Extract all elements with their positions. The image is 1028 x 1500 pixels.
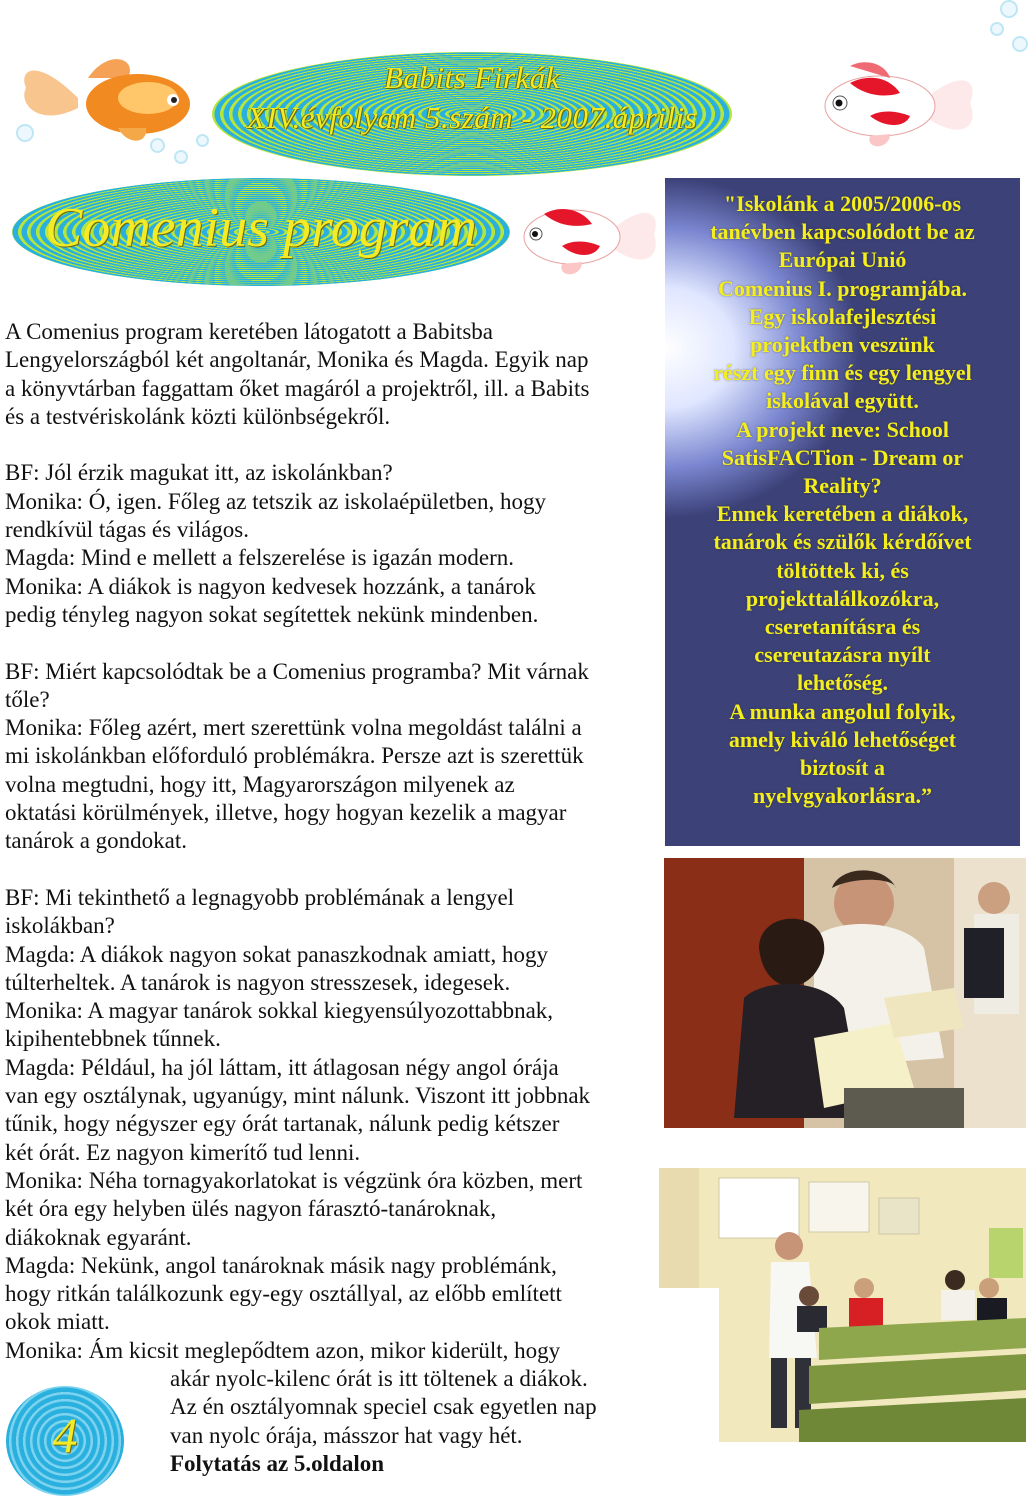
article-line: Monika: A magyar tanárok sokkal kiegyensúlyozottabbnak, [5, 998, 554, 1024]
bubble-decoration [174, 150, 188, 164]
info-line: csereutazásra nyílt [754, 642, 931, 668]
bubble-decoration [1000, 0, 1018, 18]
article-line: két óra egy helyben ülés nagyon fárasztó-tanároknak, [5, 1196, 497, 1222]
article-line: mi iskolánkban előforduló problémákra. Persze azt is szerettük [5, 743, 584, 769]
info-line: A projekt neve: School [736, 416, 949, 442]
article-line: Monika: Főleg azért, mert szerettünk volna megoldást találni a [5, 715, 582, 741]
article-line: rendkívül tágas és világos. [5, 517, 250, 543]
info-line: biztosít a [800, 755, 885, 781]
bubble-decoration [990, 22, 1004, 36]
article-line: Lengyelországból két angoltanár, Monika és Magda. Egyik nap [5, 347, 589, 373]
info-line: tanévben kapcsolódott be az [710, 219, 975, 245]
info-line: SatisFACTion - Dream or [721, 444, 964, 470]
page-number: 4 [52, 1407, 78, 1463]
info-line: "Iskolánk a 2005/2006-os [723, 191, 962, 216]
article-line: van egy osztálynak, ugyanúgy, mint nálunk. Viszont itt jobbnak [5, 1083, 591, 1109]
article-line: A Comenius program keretében látogatott a Babitsba [5, 319, 493, 344]
newspaper-name: Babits Firkák [383, 60, 561, 95]
article-line: iskolákban? [5, 913, 115, 939]
info-line: Egy iskolafejlesztési [748, 303, 937, 329]
info-line: amely kiváló lehetőséget [728, 726, 957, 752]
photo-classroom [659, 1168, 1026, 1442]
info-line: tanárok és szülők kérdőívet [713, 529, 972, 555]
article-line: túlterheltek. A tanárok is nagyon stresszesek, idegesek. [5, 969, 511, 995]
article-line: Magda: Mind e mellett a felszerelése is igazán modern. [5, 545, 514, 571]
continuation-note: Folytatás az 5.oldalon [170, 1450, 385, 1476]
article-line: két órát. Ez nagyon kimerítő tud lenni. [5, 1139, 361, 1165]
article-line: volna megtudni, hogy itt, Magyarországon milyenek az [5, 771, 515, 797]
article-line: BF: Jól érzik magukat itt, az iskolánkban? [5, 460, 393, 486]
article-line: diákoknak egyaránt. [5, 1224, 192, 1250]
info-line: Comenius I. programjába. [718, 275, 967, 301]
red-white-fish-icon [810, 58, 980, 153]
photo-students-reading [664, 858, 1026, 1128]
info-line: lehetőség. [796, 670, 889, 696]
article-line: és a testvériskolánk közti különbségekről. [5, 403, 391, 429]
article-line: tűnik, hogy négyszer egy órát tartanak, nálunk pedig kétszer [5, 1111, 560, 1137]
info-line: Reality? [803, 473, 882, 499]
info-line: Európai Unió [778, 247, 907, 273]
info-line: részt egy finn és egy lengyel [713, 360, 972, 386]
article-line: BF: Mi tekinthető a legnagyobb problémának a lengyel [5, 884, 515, 910]
article-line: tőle? [5, 686, 50, 712]
article-line: van nyolc órája, másszor hat vagy hét. [170, 1422, 523, 1448]
article-body [5, 318, 660, 1478]
red-white-fish-icon [512, 192, 662, 282]
article-line: kipihentebbnek tűnnek. [5, 1026, 221, 1052]
article-line: akár nyolc-kilenc órát is itt töltenek a diákok. [170, 1365, 588, 1391]
article-line: oktatási körülmények, illetve, hogy hogyan kezelik a magyar [5, 800, 567, 826]
info-line: projekttalálkozókra, [745, 585, 940, 611]
info-line: nyelvgyakorlásra.” [752, 783, 933, 809]
article-line: a könyvtárban faggattam őket magáról a projektről, ill. a Babits [5, 375, 590, 401]
goldfish-icon [18, 48, 198, 148]
article-line: pedig tényleg nagyon sokat segítettek nekünk mindenben. [5, 601, 539, 627]
article-line: Az én osztályomnak speciel csak egyetlen nap [170, 1394, 597, 1420]
info-line: projektben veszünk [750, 332, 935, 358]
article-line: Magda: Nekünk, angol tanároknak másik nagy problémánk, [5, 1252, 557, 1278]
issue-info: XIV.évfolyam 5.szám - 2007.április [246, 100, 698, 135]
info-line: A munka angolul folyik, [729, 698, 956, 724]
info-line: iskolával együtt. [766, 388, 919, 414]
info-line: Ennek keretében a diákok, [716, 501, 969, 527]
info-line: cseretanításra és [764, 614, 921, 640]
article-line: Magda: A diákok nagyon sokat panaszkodnak amiatt, hogy [5, 941, 548, 967]
info-box-text [665, 190, 1020, 810]
article-line: Monika: Ó, igen. Főleg az tetszik az iskolaépületben, hogy [5, 488, 547, 514]
article-line: Magda: Például, ha jól láttam, itt átlagosan négy angol órája [5, 1054, 559, 1080]
article-line: Monika: A diákok is nagyon kedvesek hozzánk, a tanárok [5, 573, 536, 599]
article-line: Monika: Néha tornagyakorlatokat is végzünk óra közben, mert [5, 1167, 583, 1193]
article-line: tanárok a gondokat. [5, 828, 188, 854]
bubble-decoration [1012, 36, 1028, 52]
article-line: hogy ritkán találkozunk egy-egy osztállyal, az előbb említett [5, 1281, 562, 1307]
info-line: töltöttek ki, és [776, 557, 909, 583]
page-title: Comenius program [45, 197, 477, 259]
article-line: Monika: Ám kicsit meglepődtem azon, mikor kiderült, hogy [5, 1337, 561, 1363]
article-line: BF: Miért kapcsolódtak be a Comenius programba? Mit várnak [5, 658, 589, 684]
article-line: okok miatt. [5, 1309, 110, 1335]
